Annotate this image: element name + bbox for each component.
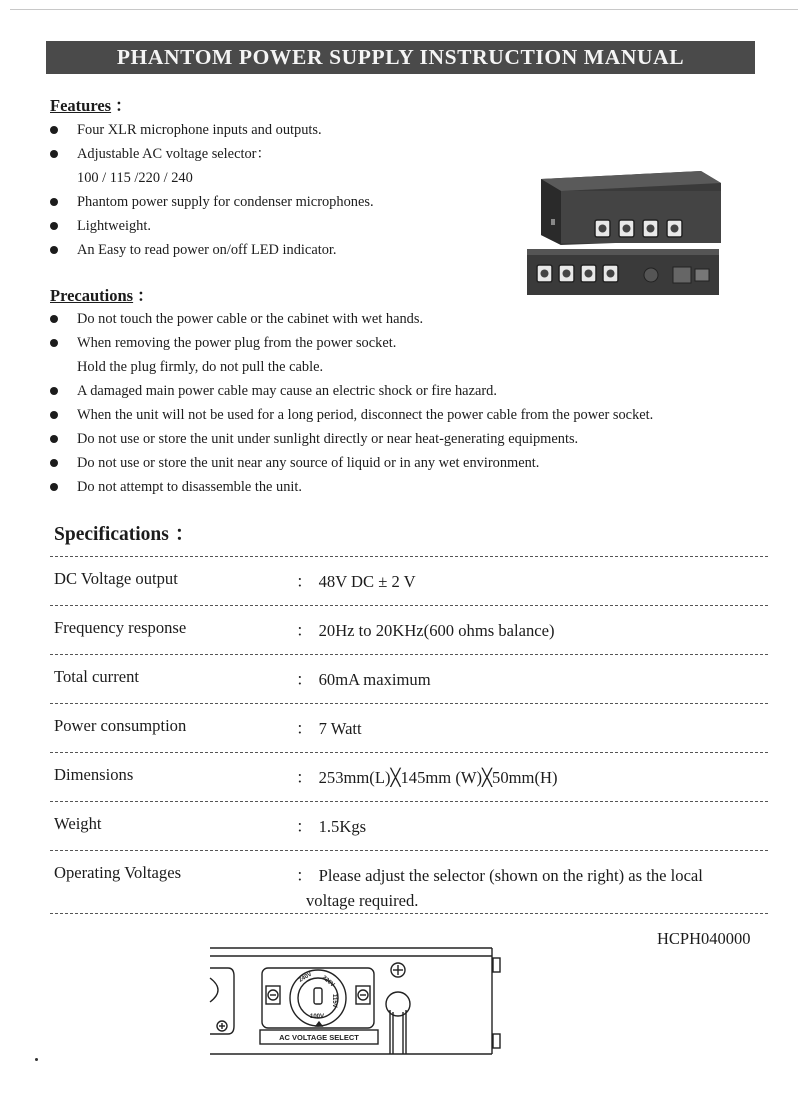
- spec-value-text: Please adjust the selector (shown on the right) as the local: [318, 866, 703, 885]
- spec-value-text: 253mm(L)╳145mm (W)╳50mm(H): [318, 768, 558, 787]
- list-item-text: 100 / 115 /220 / 240: [77, 170, 193, 186]
- list-item-text: Four XLR microphone inputs and outputs.: [77, 122, 322, 138]
- spec-value: [296, 569, 416, 594]
- spec-colon: ：: [296, 621, 313, 640]
- bullet-icon: [50, 387, 58, 395]
- list-item: [47, 118, 374, 142]
- table-row: [50, 703, 768, 752]
- bullet-icon: [50, 411, 58, 419]
- precautions-heading: [50, 282, 154, 306]
- bullet-icon: [50, 339, 58, 347]
- bullet-icon: [50, 126, 58, 134]
- features-heading-colon: ：: [115, 96, 132, 115]
- list-item: [47, 214, 374, 238]
- precautions-heading-colon: ：: [137, 286, 154, 305]
- list-item-text: An Easy to read power on/off LED indicator.: [77, 242, 337, 258]
- features-heading: [50, 92, 132, 116]
- spec-value-text: 60mA maximum: [318, 670, 431, 689]
- list-item: [47, 379, 653, 403]
- list-item-text: When the unit will not be used for a long period, disconnect the power cable from the power socket.: [77, 407, 654, 423]
- selector-voltage-115: 115V: [331, 994, 337, 1008]
- list-item-text: Do not touch the power cable or the cabinet with wet hands.: [77, 311, 424, 327]
- table-row: [50, 752, 768, 801]
- list-item: [47, 331, 653, 355]
- selector-voltage-220: 220V: [320, 974, 336, 989]
- table-row: [50, 801, 768, 850]
- spec-value: [296, 863, 703, 913]
- spec-value-text: 7 Watt: [318, 719, 362, 738]
- list-item-text: Do not attempt to disassemble the unit.: [77, 479, 303, 495]
- top-rule: [10, 9, 798, 10]
- selector-voltage-100: 100V: [310, 1014, 325, 1020]
- spec-label: Weight: [54, 814, 102, 833]
- table-row: [50, 556, 768, 605]
- specifications-heading-text: Specifications: [54, 524, 169, 545]
- selector-label: AC VOLTAGE SELECT: [279, 1033, 359, 1042]
- spec-value: [296, 814, 366, 839]
- spec-label: Frequency response: [54, 618, 187, 637]
- spec-value-text: 1.5Kgs: [318, 817, 367, 836]
- list-item: [47, 403, 653, 427]
- list-item-text: Adjustable AC voltage selector：: [77, 146, 271, 162]
- bullet-icon: [50, 315, 58, 323]
- list-item-text: When removing the power plug from the power socket.: [77, 335, 397, 351]
- specifications-table: [50, 556, 768, 914]
- scan-speck: [35, 1058, 38, 1061]
- spec-label: Operating Voltages: [54, 863, 182, 882]
- manual-title: PHANTOM POWER SUPPLY INSTRUCTION MANUAL: [46, 41, 755, 74]
- list-item-text: Do not use or store the unit under sunlight directly or near heat-generating equipments.: [77, 431, 579, 447]
- list-item: [47, 451, 653, 475]
- spec-label: Total current: [54, 667, 139, 686]
- precautions-heading-text: Precautions: [50, 286, 134, 305]
- spec-colon: ：: [296, 866, 313, 885]
- spec-colon: ：: [296, 572, 313, 591]
- bullet-icon: [50, 198, 58, 206]
- bullet-icon: [50, 483, 58, 491]
- bullet-icon: [50, 222, 58, 230]
- list-item: [47, 166, 374, 190]
- list-item-text: A damaged main power cable may cause an electric shock or fire hazard.: [77, 383, 497, 399]
- list-item: [47, 427, 653, 451]
- spec-value: [296, 765, 557, 790]
- spec-value-text: 48V DC ± 2 V: [318, 572, 416, 591]
- specifications-heading-colon: ：: [174, 524, 195, 545]
- spec-value: [296, 716, 362, 741]
- features-list: [47, 118, 374, 262]
- bullet-icon: [50, 150, 58, 158]
- bullet-icon: [50, 246, 58, 254]
- list-item: [47, 307, 653, 331]
- spec-value-text: 20Hz to 20KHz(600 ohms balance): [318, 621, 555, 640]
- specifications-heading: [54, 518, 194, 546]
- spec-value-text-continued: voltage required.: [306, 891, 419, 910]
- list-item-text: Hold the plug firmly, do not pull the cable.: [77, 359, 324, 375]
- spec-colon: ：: [296, 670, 313, 689]
- rear-panel-drawing: [200, 942, 510, 1062]
- product-photo: [521, 165, 725, 301]
- spec-colon: ：: [296, 719, 313, 738]
- features-heading-text: Features: [50, 96, 112, 115]
- list-item-text: Do not use or store the unit near any source of liquid or in any wet environment.: [77, 455, 540, 471]
- selector-voltage-240: 240V: [298, 971, 314, 984]
- document-code: HCPH040000: [657, 929, 751, 948]
- list-item-text: Lightweight.: [77, 218, 151, 234]
- table-row: [50, 850, 768, 914]
- spec-value: [296, 618, 555, 643]
- spec-colon: ：: [296, 768, 313, 787]
- bullet-icon: [50, 435, 58, 443]
- spec-colon: ：: [296, 817, 313, 836]
- list-item: [47, 190, 374, 214]
- spec-label: Power consumption: [54, 716, 187, 735]
- list-item: [47, 142, 374, 166]
- list-item: [47, 355, 653, 379]
- spec-label: Dimensions: [54, 765, 134, 784]
- precautions-list: [47, 307, 653, 499]
- spec-label: DC Voltage output: [54, 569, 178, 588]
- table-row: [50, 654, 768, 703]
- spec-value: [296, 667, 431, 692]
- list-item: [47, 238, 374, 262]
- bullet-icon: [50, 459, 58, 467]
- list-item-text: Phantom power supply for condenser microphones.: [77, 194, 374, 210]
- table-row: [50, 605, 768, 654]
- list-item: [47, 475, 653, 499]
